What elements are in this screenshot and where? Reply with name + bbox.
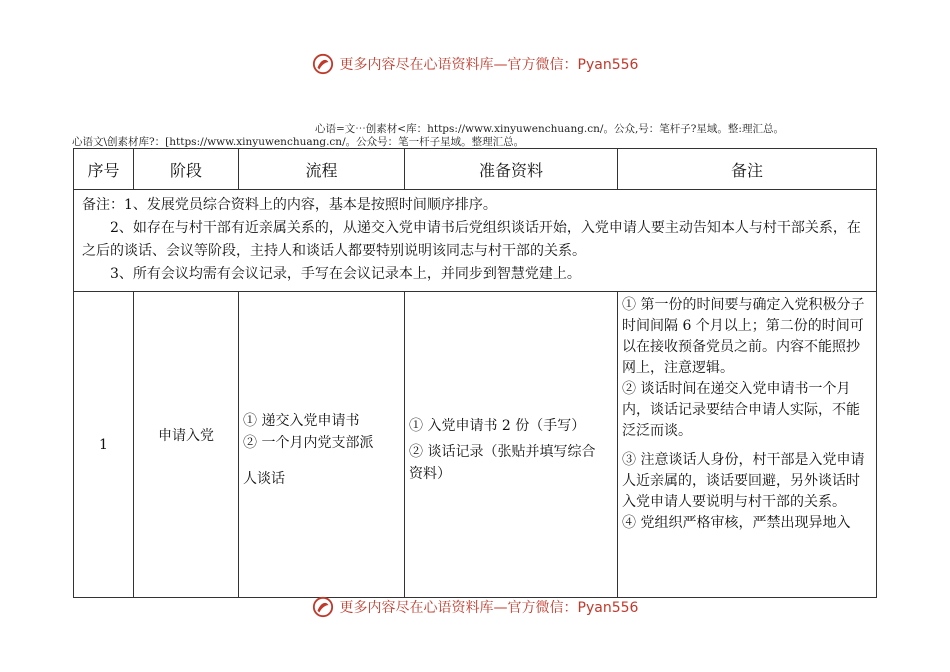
material-2-cont: 资料） — [409, 465, 451, 482]
note-3: ③ 注意谈话人身份，村干部是入党申请人近亲属的，谈话要回避，另外谈话时入党申请人要说明与村干部的关系。 — [622, 452, 865, 510]
note-spacer — [622, 442, 872, 450]
material-2: ② 谈话记录（张贴并填写综合 — [409, 443, 596, 460]
pen-swirl-logo-icon — [312, 53, 334, 75]
material-1: ① 入党申请书 2 份（手写） — [409, 417, 586, 434]
top-banner — [0, 53, 950, 75]
watermark-line-2: 心语文\创素材库?：[https://www.xinyuwenchuang.cn/。公众号：笔一杆子星域。整理汇总。 — [72, 136, 525, 148]
header-materials: 准备资料 — [405, 149, 618, 190]
note-4: ④ 党组织严格审核，严禁出现异地入 — [622, 515, 851, 531]
row-process — [239, 292, 405, 598]
remarks-row — [74, 190, 877, 292]
remark-2: 2、如存在与村干部有近亲属关系的，从递交入党申请书后党组织谈话开始，入党申请人要主动告知本人与村干部关系，在之后的谈话、会议等阶段，主持人和谈话人都要特别说明该同志与村干部的关系。 — [82, 220, 861, 259]
party-member-table — [73, 148, 877, 598]
note-1: ① 第一份的时间要与确定入党积极分子时间间隔 6 个月以上；第二份的时间可以在接收预备党员之前。内容不能照抄网上，注意逻辑。 — [622, 297, 865, 376]
watermark-line-1: 心语=文⋯创素材<库：https://www.xinyuwenchuang.cn/。公众,号：笔杆子?星域。整:理汇总。 — [315, 123, 784, 135]
table-row — [74, 292, 877, 598]
row-notes — [618, 292, 877, 598]
remark-1: 备注：1、发展党员综合资料上的内容，基本是按照时间顺序排序。 — [82, 197, 497, 213]
header-process: 流程 — [239, 149, 405, 190]
process-step-2-cont: 人谈话 — [243, 470, 285, 487]
bottom-banner — [0, 596, 950, 618]
header-number: 序号 — [74, 149, 134, 190]
remark-3: 3、所有会议均需有会议记录，手写在会议记录本上，并同步到智慧党建上。 — [110, 266, 581, 282]
row-number: 1 — [74, 292, 134, 598]
process-step-2: ② 一个月内党支部派 — [243, 434, 374, 451]
header-notes: 备注 — [618, 149, 877, 190]
header-stage: 阶段 — [134, 149, 239, 190]
banner-text: 更多内容尽在心语资料库—官方微信：Pyan556 — [339, 57, 639, 73]
header-row — [74, 149, 877, 190]
remarks-cell — [74, 190, 877, 292]
pen-swirl-logo-icon — [312, 596, 334, 618]
banner-text: 更多内容尽在心语资料库—官方微信：Pyan556 — [339, 600, 639, 616]
row-stage: 申请入党 — [134, 292, 239, 598]
note-2: ② 谈话时间在递交入党申请书一个月内，谈话记录要结合申请人实际，不能泛泛而谈。 — [622, 381, 860, 439]
row-materials — [405, 292, 618, 598]
process-step-1: ① 递交入党申请书 — [243, 412, 360, 429]
